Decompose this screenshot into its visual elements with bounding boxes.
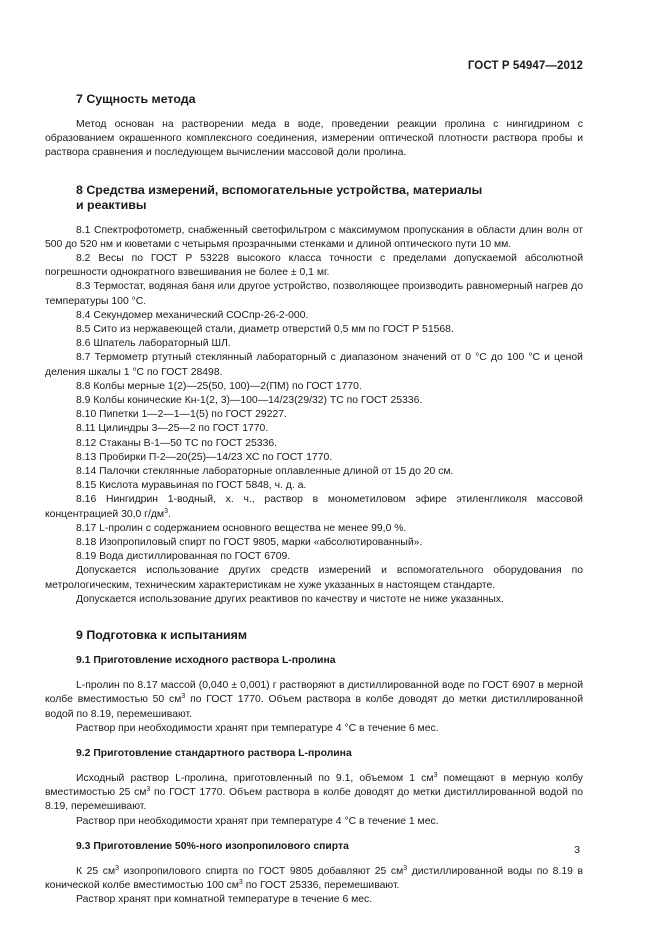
section-8-heading-line2: и реактивы [76, 197, 147, 212]
subsection-9-3-paragraph [45, 865, 583, 893]
text-run: К 25 см [76, 865, 116, 877]
text-run: изопропилового спирта по ГОСТ 9805 добавляют 25 см [119, 865, 404, 877]
superscript: 3 [146, 786, 151, 794]
list-item: 8.17 L-пролин с содержанием основного вещества не менее 99,0 %. [76, 522, 407, 534]
subsection-9-3-heading: 9.3 Приготовление 50%-ного изопропилового спирта [76, 840, 349, 852]
subsection-9-3-body [45, 865, 583, 908]
list-item: 8.5 Сито из нержавеющей стали, диаметр отверстий 0,5 мм по ГОСТ Р 51568. [76, 324, 454, 336]
superscript: 3 [403, 864, 408, 872]
superscript: 3 [164, 507, 168, 515]
subsection-9-1-heading: 9.1 Приготовление исходного раствора L-пролина [76, 655, 336, 667]
section-7-heading: 7 Сущность метода [76, 92, 196, 106]
subsection-9-2-heading: 9.2 Приготовление стандартного раствора L-пролина [76, 747, 352, 759]
text-run: Исходный раствор L-пролина, приготовленный по 9.1, объемом 1 см [76, 772, 434, 784]
list-item: 8.18 Изопропиловый спирт по ГОСТ 9805, марки «абсолютированный». [76, 537, 423, 549]
section-8-list [45, 224, 583, 607]
section-7-text: Метод основан на растворении меда в воде, проведении реакции пролина с нингидрином с образованием окрашенного комплексного соединения, измерении оптической плотности раствора пробы и раствора сравнения и последующем вычислении массовой доли пролина. [45, 119, 583, 159]
text-run: по ГОСТ 1770. Объем раствора в колбе доводят до метки дистиллированной водой по 8.19, перемешивают. [45, 787, 584, 813]
list-item: 8.4 Секундомер механический СОСпр-26-2-000. [76, 309, 309, 321]
list-item: 8.3 Термостат, водяная баня или другое устройство, позволяющее производить равномерный нагрев до температуры 100 °С. [45, 281, 583, 307]
section-8-heading [45, 183, 583, 213]
section-8-heading-line1: 8 Средства измерений, вспомогательные устройства, материалы [76, 182, 483, 197]
list-item: 8.8 Колбы мерные 1(2)—25(50, 100)—2(ПМ) по ГОСТ 1770. [76, 380, 362, 392]
subsection-9-2-paragraph [45, 772, 583, 815]
subsection-9-2-body [45, 772, 583, 829]
list-item: 8.7 Термометр ртутный стеклянный лабораторный с диапазоном значений от 0 °С до 100 °С и ценой деления шкалы 1 °С по ГОСТ 28498. [45, 352, 583, 378]
page-number: 3 [574, 845, 580, 856]
list-item: 8.2 Весы по ГОСТ Р 53228 высокого класса точности с пределами допускаемой абсолютной погрешности однократного взвешивания не более ± 0,1 мг. [45, 253, 583, 279]
subsection-9-1-body [45, 679, 583, 736]
text-run: L-пролин по 8.17 массой (0,040 ± 0,001) г растворяют в дистиллированной воде по ГОСТ 6907 в мерной колбе вместимостью 50 см [45, 680, 583, 706]
text-run: по ГОСТ 1770. Объем раствора в колбе доводят до метки дистиллированной водой по 8.19, перемешивают. [45, 694, 583, 720]
superscript: 3 [238, 878, 243, 886]
list-item: 8.1 Спектрофотометр, снабженный светофильтром с максимумом пропускания в области длин волн от 500 до 520 нм и кюветами с четырьмя прозрачными стенками и длиной оптического пути 10 мм. [45, 224, 583, 250]
list-item: 8.13 Пробирки П-2—20(25)—14/23 ХС по ГОСТ 1770. [76, 451, 333, 463]
list-item-8-16 [45, 493, 583, 521]
list-item: 8.10 Пипетки 1—2—1—1(5) по ГОСТ 29227. [76, 409, 287, 421]
text-run: помещают в мерную колбу вместимостью 25 см [45, 772, 584, 799]
text-run: по ГОСТ 25336, перемешивают. [242, 879, 400, 891]
section-8-note-reagents: Допускается использование других реактивов по качеству и чистоте не ниже указанных. [76, 593, 504, 605]
section-8-note-equipment: Допускается использование других средств измерений и вспомогательного оборудования по метрологическим, техническим характеристикам не хуже указанных в настоящем стандарте. [45, 565, 583, 591]
list-item: 8.19 Вода дистиллированная по ГОСТ 6709. [76, 551, 291, 563]
subsection-9-1-storage: Раствор при необходимости хранят при температуре 4 °С в течение 6 мес. [76, 722, 439, 734]
standard-code-header: ГОСТ Р 54947—2012 [467, 60, 583, 72]
list-item: 8.14 Палочки стеклянные лабораторные оплавленные длиной от 15 до 20 см. [76, 466, 454, 478]
superscript: 3 [115, 864, 120, 872]
text-run: дистиллированной воды по 8.19 в конической колбе вместимостью 100 см [45, 865, 583, 891]
section-9-heading: 9 Подготовка к испытаниям [76, 628, 248, 643]
list-item: 8.12 Стаканы В-1—50 ТС по ГОСТ 25336. [76, 437, 278, 449]
item-8-16-text: 8.16 Нингидрин 1-водный, х. ч., раствор в монометиловом эфире этиленгликоля массовой концентрацией 30,0 г/дм [45, 494, 583, 520]
list-item: 8.11 Цилиндры 3—25—2 по ГОСТ 1770. [76, 423, 269, 435]
page-content [45, 92, 583, 907]
subsection-9-2-storage: Раствор при необходимости хранят при температуре 4 °С в течение 1 мес. [76, 815, 439, 827]
list-item: 8.6 Шпатель лабораторный ШЛ. [76, 338, 231, 350]
list-item: 8.9 Колбы конические Кн-1(2, 3)—100—14/23(29/32) ТС по ГОСТ 25336. [76, 395, 423, 407]
superscript: 3 [433, 771, 438, 779]
list-item: 8.15 Кислота муравьиная по ГОСТ 5848, ч. д. а. [76, 480, 307, 492]
subsection-9-3-storage: Раствор хранят при комнатной температуре в течение 6 мес. [76, 894, 373, 906]
item-8-16-end: . [167, 508, 171, 520]
superscript: 3 [181, 693, 186, 701]
subsection-9-1-paragraph [45, 679, 583, 722]
